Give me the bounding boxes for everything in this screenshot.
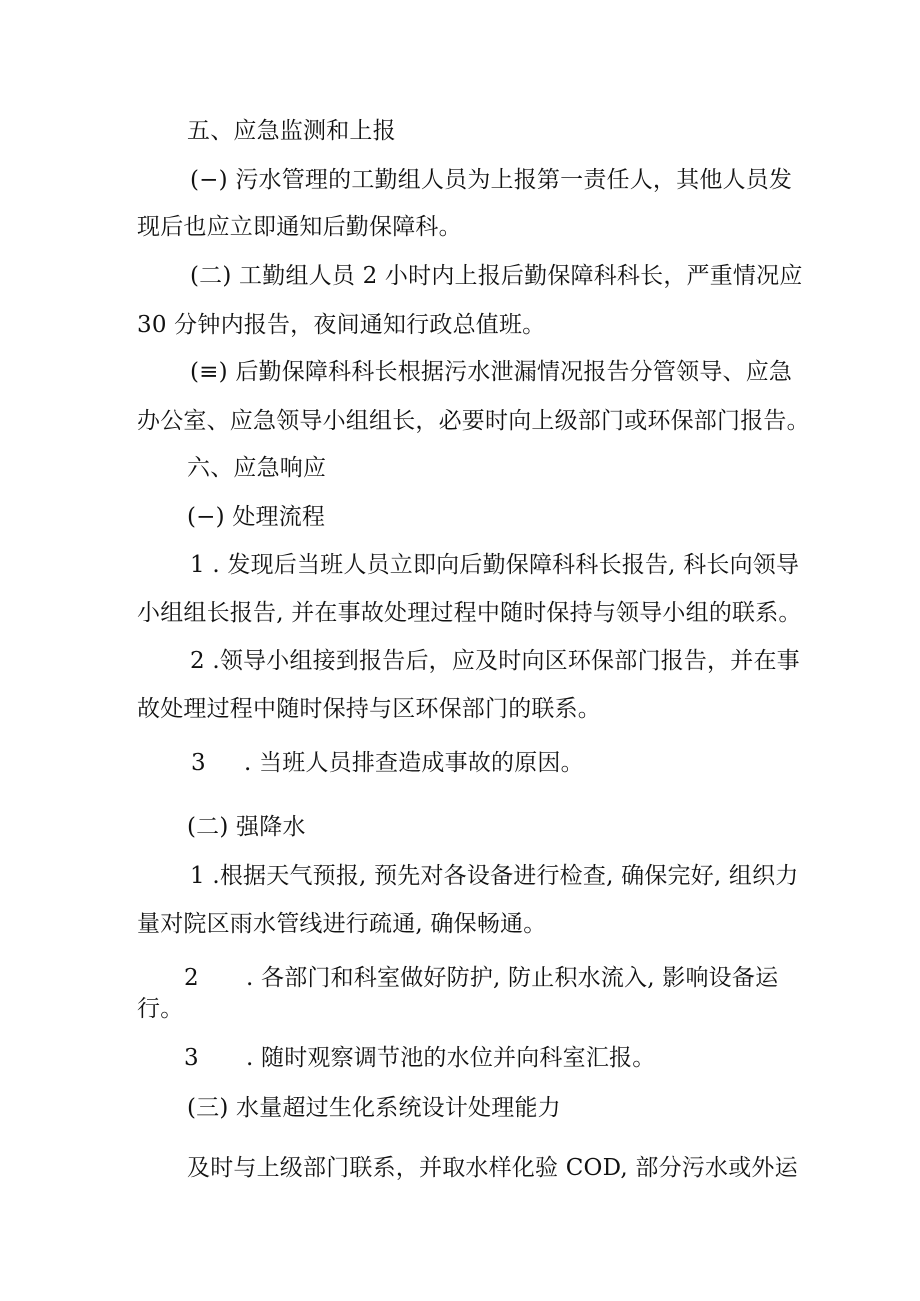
paragraph-line: 故处理过程中随时保持与区环保部门的联系。 bbox=[137, 696, 601, 722]
paragraph-line: . 当班人员排查造成事故的原因。 bbox=[244, 750, 584, 776]
subheading-capacity: (三) 水量超过生化系统设计处理能力 bbox=[187, 1095, 561, 1121]
item-number: 2 bbox=[184, 965, 199, 991]
item-number: 3 bbox=[191, 750, 206, 776]
paragraph-line: 现后也应立即通知后勤保障科。 bbox=[137, 214, 462, 240]
paragraph-line: 1 . 发现后当班人员立即向后勤保障科科长报告, 科长向领导 bbox=[190, 552, 800, 578]
paragraph-line: . 随时观察调节池的水位并向科室汇报。 bbox=[246, 1045, 656, 1071]
heading-emergency-response: 六、应急响应 bbox=[187, 455, 327, 481]
paragraph-line: 1 .根据天气预报, 预先对各设备进行检查, 确保完好, 组织力 bbox=[190, 863, 799, 889]
paragraph-line: . 各部门和科室做好防护, 防止积水流入, 影响设备运 bbox=[246, 965, 779, 991]
item-number: 3 bbox=[184, 1045, 199, 1071]
subheading-heavy-rain: (二) 强降水 bbox=[187, 814, 306, 840]
paragraph-line: 行。 bbox=[137, 996, 184, 1022]
paragraph-line: (二) 工勤组人员 2 小时内上报后勤保障科科长，严重情况应 bbox=[190, 263, 803, 289]
paragraph-line: 30 分钟内报告，夜间通知行政总值班。 bbox=[137, 312, 546, 338]
paragraph-line: 办公室、应急领导小组组长，必要时向上级部门或环保部门报告。 bbox=[137, 408, 810, 434]
paragraph-line: 及时与上级部门联系，并取水样化验 COD, 部分污水或外运 bbox=[187, 1155, 798, 1181]
paragraph-line: 量对院区雨水管线进行疏通, 确保畅通。 bbox=[137, 911, 547, 937]
paragraph-line: (−) 污水管理的工勤组人员为上报第一责任人，其他人员发 bbox=[190, 167, 793, 193]
subheading-process: (−) 处理流程 bbox=[187, 504, 326, 530]
heading-emergency-monitoring: 五、应急监测和上报 bbox=[187, 118, 396, 144]
paragraph-line: 2 .领导小组接到报告后，应及时向区环保部门报告，并在事 bbox=[190, 648, 800, 674]
paragraph-line: 小组组长报告, 并在事故处理过程中随时保持与领导小组的联系。 bbox=[137, 600, 802, 626]
paragraph-line: (≡) 后勤保障科科长根据污水泄漏情况报告分管领导、应急 bbox=[190, 359, 793, 385]
